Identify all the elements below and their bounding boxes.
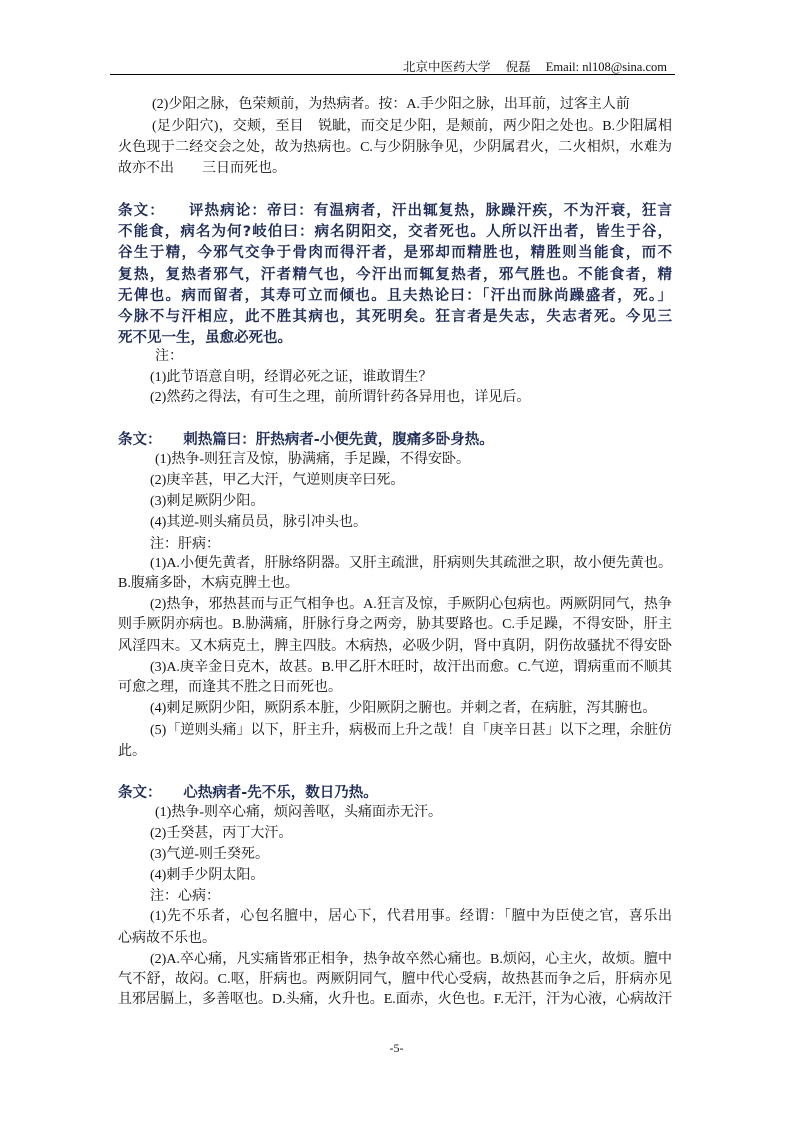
header-rule [110, 74, 675, 75]
running-header [391, 57, 667, 75]
text-line: 心病故不乐也。 [118, 931, 216, 946]
text-line: (1)热争-则狂言及惊，胁满痛，手足躁，不得安卧。 [155, 452, 470, 467]
text-line: (足少阳穴)，交颊，至目 锐眦，而交足少阳，是颊前，两少阳之处也。B.少阳属相 [152, 119, 672, 134]
text-line: (1)热争-则卒心痛，烦闷善呕，头痛面赤无汗。 [155, 805, 442, 820]
text-line: 则手厥阴亦病也。B.胁满痛，肝脉行身之两旁，胁其要路也。C.手足躁，不得安卧，肝主 [118, 617, 672, 632]
text-line: 注： [155, 349, 183, 364]
text-line: 风淫四末。又木病克土，脾主四肢。木病热，必吸少阴，肾中真阴，阴伤故骚扰不得安卧 [118, 639, 672, 654]
section-heading-line: 条文： 刺热篇曰：肝热病者-小便先黄，腹痛多卧身热。 [118, 432, 494, 448]
text-line: 此。 [118, 744, 146, 759]
text-line: (3)气逆-则壬癸死。 [150, 847, 269, 862]
text-line: (2)A.卒心痛，凡实痛皆邪正相争，热争故卒然心痛也。B.烦闷，心主火，故烦。膻中 [150, 952, 672, 967]
page-number: -5- [389, 1041, 404, 1055]
section-heading-line: 谷生于精，今邪气交争于骨肉而得汗者，是邪却而精胜也，精胜则当能食，而不 [118, 245, 672, 261]
text-line: 故亦不出 三日而死也。 [118, 161, 286, 176]
header-institution: 北京中医药大学 [403, 60, 491, 74]
text-line: (2)热争，邪热甚而与正气相争也。A.狂言及惊，手厥阴心包病也。两厥阴同气，热争 [150, 597, 672, 612]
section-heading-line: 死不见一生，虽愈必死也。 [118, 330, 292, 346]
section-heading-line: 无俾也。病而留者，其寿可立而倾也。且夫热论曰：「汗出而脉尚躁盛者，死。」 [118, 288, 672, 304]
text-line: (3)刺足厥阴少阳。 [150, 494, 265, 509]
header-email: Email: nl108@sina.com [545, 60, 667, 74]
text-line: 注：肝病： [150, 537, 220, 552]
text-line: (4)刺足厥阴少阳，厥阴系本脏，少阳厥阴之腑也。并刺之者，在病脏，泻其腑也。 [150, 701, 657, 716]
text-line: (2)壬癸甚，丙丁大汗。 [150, 826, 293, 841]
header-author: 倪磊 [505, 60, 531, 74]
text-line: 火色现于二经交会之处，故为热病也。C.与少阴脉争见，少阴属君火，二火相炽，水难为 [118, 140, 672, 155]
text-line: (2)庚辛甚，甲乙大汗，气逆则庚辛曰死。 [150, 473, 405, 488]
section-heading-line: 不能食，病名为何?岐伯曰：病名阴阳交，交者死也。人所以汗出者，皆生于谷， [118, 224, 672, 240]
text-line: 可愈之理，而逢其不胜之日而死也。 [118, 680, 342, 695]
text-line: B.腹痛多卧，木病克脾土也。 [118, 576, 299, 591]
text-line: 且邪居膈上，多善呕也。D.头痛，火升也。E.面赤，火色也。F.无汗，汗为心液，心病故汗 [118, 992, 672, 1007]
section-heading-line: 今脉不与汗相应，此不胜其病也，其死明矣。狂言者是失志，失志者死。今见三 [118, 309, 672, 325]
text-line: (1)此节语意自明，经谓必死之证，谁敢谓生？ [150, 370, 433, 385]
section-heading-line: 条文： 评热病论：帝曰：有温病者，汗出辄复热，脉躁汗疾，不为汗衰，狂言 [118, 203, 672, 219]
text-line: (5)「逆则头痛」以下，肝主升，病极而上升之哉！自「庚辛日甚」以下之理，余脏仿 [150, 723, 672, 738]
text-line: (2)少阳之脉，色荣颊前，为热病者。按：A.手少阳之脉，出耳前，过客主人前 [152, 97, 630, 112]
text-line: (4)刺手少阴太阳。 [150, 868, 265, 883]
text-line: (1)先不乐者，心包名膻中，居心下，代君用事。经谓：「膻中为臣使之官，喜乐出 [150, 909, 672, 924]
text-line: (3)A.庚辛金日克木，故甚。B.甲乙肝木旺时，故汗出而愈。C.气逆，谓病重而不顺其 [150, 660, 672, 675]
section-heading-line: 复热，复热者邪气，汗者精气也，今汗出而辄复热者，邪气胜也。不能食者，精 [118, 267, 672, 283]
text-line: (2)然药之得法，有可生之理，前所谓针药各异用也，详见后。 [150, 390, 531, 405]
text-line: (4)其逆-则头痛员员，脉引冲头也。 [150, 515, 367, 530]
text-line: 注：心病： [150, 889, 220, 904]
text-line: (1)A.小便先黄者，肝脉络阴器。又肝主疏泄，肝病则失其疏泄之职，故小便先黄也。 [150, 556, 672, 571]
section-heading-line: 条文： 心热病者-先不乐，数日乃热。 [118, 785, 378, 801]
text-line: 气不舒，故闷。C.呕，肝病也。两厥阴同气，膻中代心受病，故热甚而争之后，肝病亦见 [118, 972, 672, 987]
